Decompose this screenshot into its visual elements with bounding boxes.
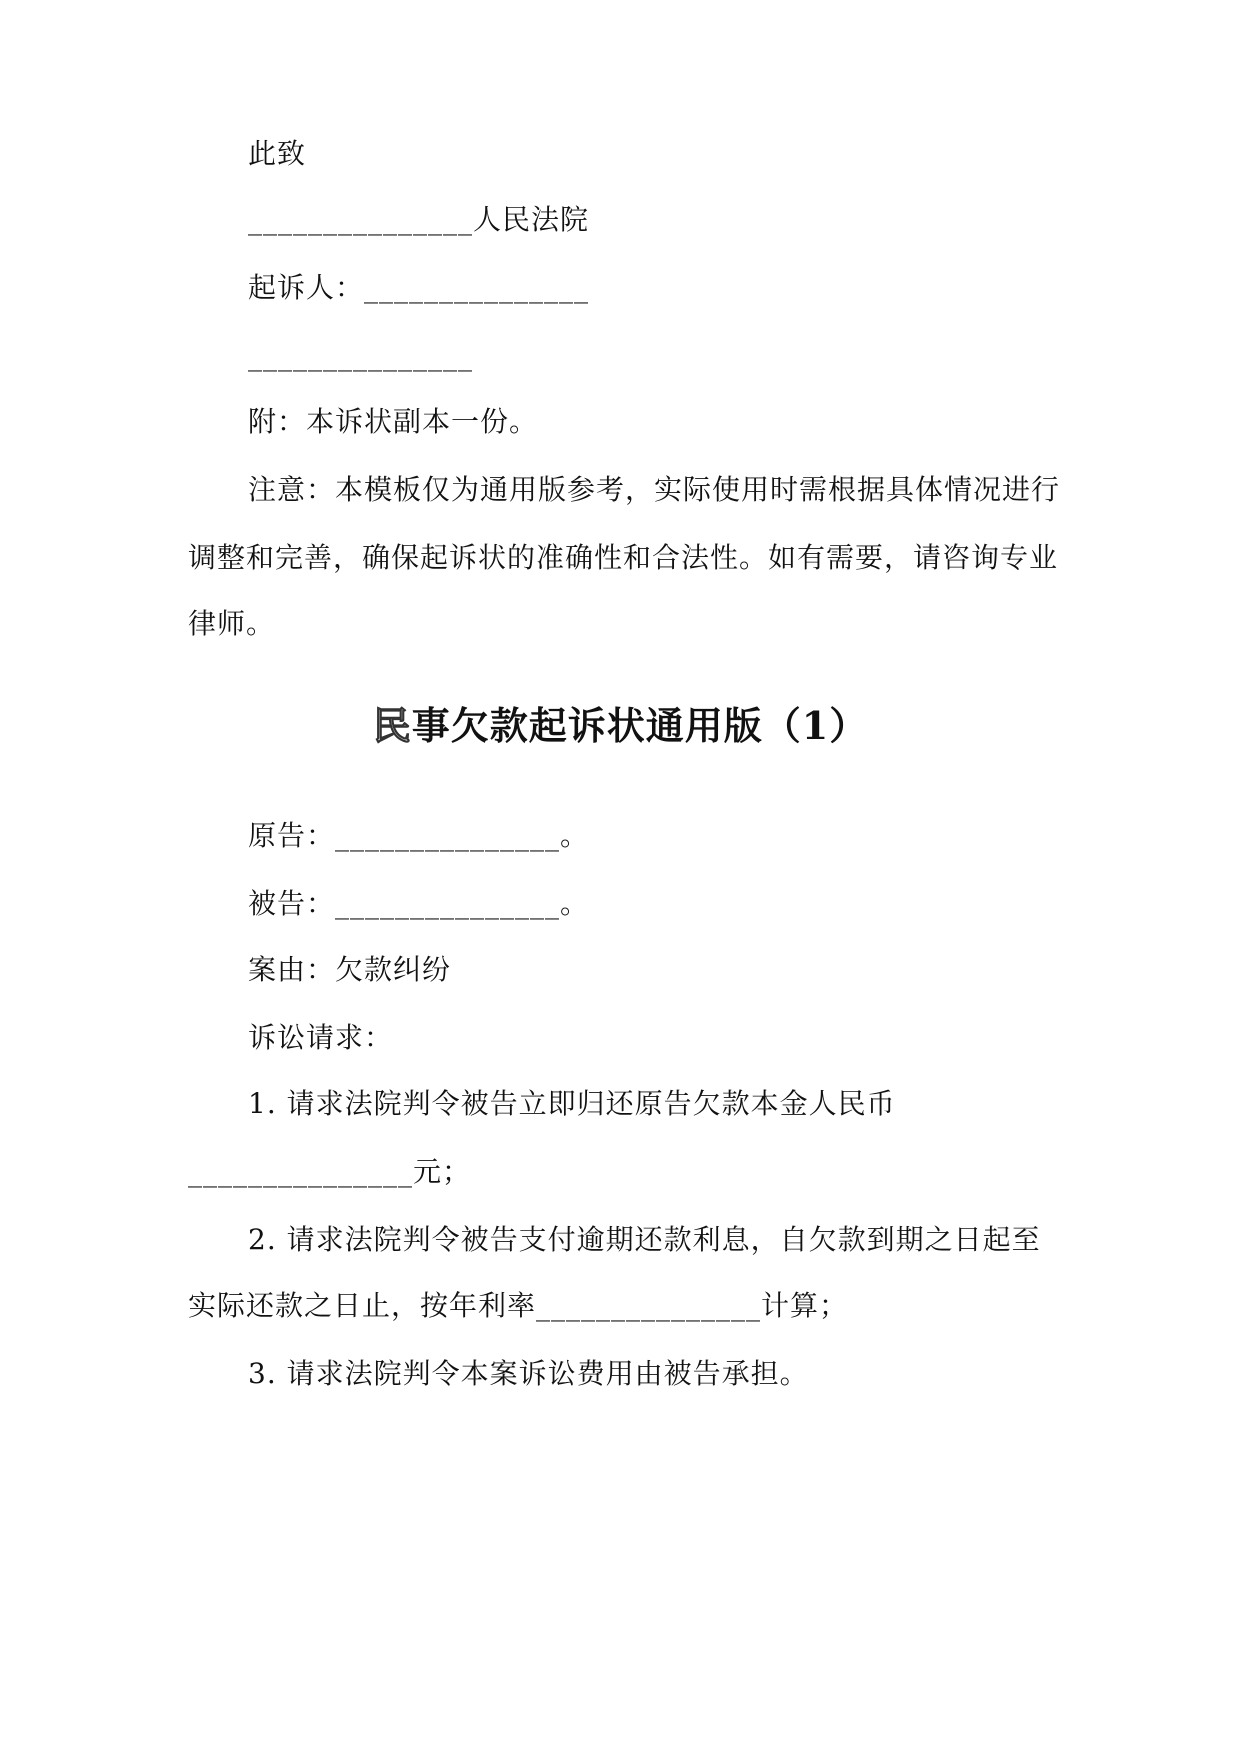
court-line: _______________人民法院 (248, 203, 590, 236)
claim-2-line-2: 实际还款之日止，按年利率_______________计算； (188, 1289, 849, 1322)
note-line-1: 注意：本模板仅为通用版参考，实际使用时需根据具体情况进行 (248, 473, 1061, 506)
plaintiff-line: 原告：_______________。 (248, 819, 590, 852)
claim-1-line-2: _______________元； (188, 1155, 472, 1188)
note-line-3: 律师。 (188, 607, 276, 640)
document-title (0, 702, 1241, 750)
claim-3-line-1: 3. 请求法院判令本案诉讼费用由被告承担。 (248, 1357, 809, 1390)
claim-2-line-1: 2. 请求法院判令被告支付逾期还款利息，自欠款到期之日起至 (248, 1223, 1041, 1256)
attachment-text: 附：本诉状副本一份。 (248, 405, 539, 438)
claim-1-line-1: 1. 请求法院判令被告立即归还原告欠款本金人民币 (248, 1087, 896, 1120)
title-rest: 事欠款起诉状通用版（1） (411, 703, 869, 748)
plaintiff-signature-line: 起诉人：_______________ (248, 271, 590, 304)
date-blank-line: _______________ (248, 339, 473, 372)
closing-text: 此致 (248, 137, 307, 170)
defendant-line: 被告：_______________。 (248, 887, 590, 920)
claims-heading: 诉讼请求： (248, 1021, 394, 1054)
cause-line: 案由：欠款纠纷 (248, 953, 452, 986)
note-line-2: 调整和完善，确保起诉状的准确性和合法性。如有需要，请咨询专业 (188, 541, 1059, 574)
title-first-char: 民 (372, 703, 412, 748)
